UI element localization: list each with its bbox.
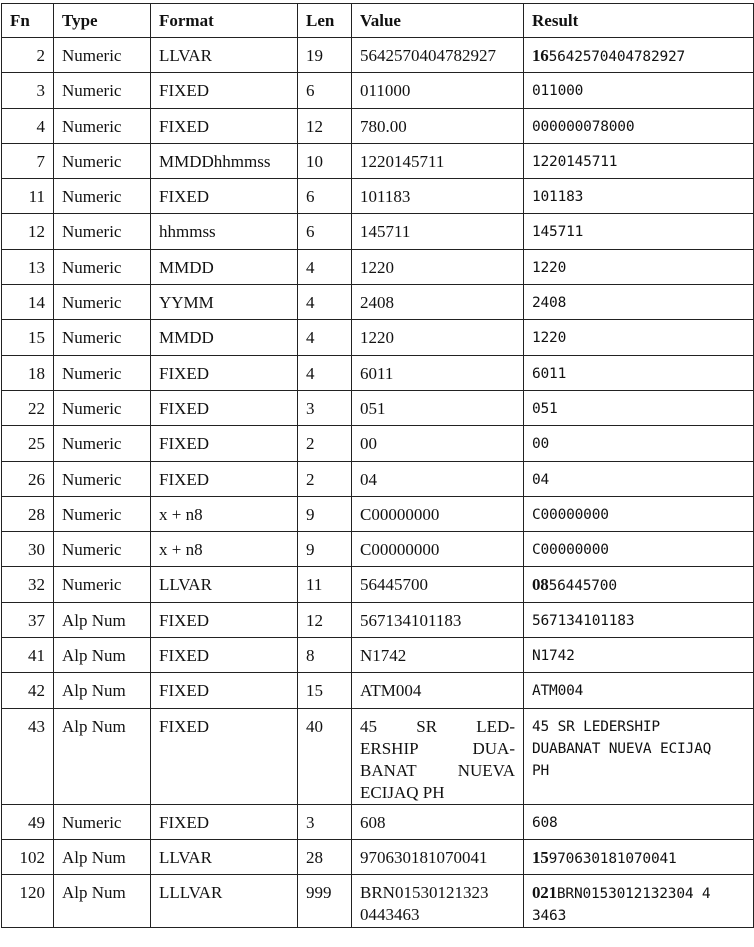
cell-fn: 7 [2,143,54,178]
table-row [2,320,754,355]
cell-value: 101183 [352,179,524,214]
cell-type: Numeric [54,214,151,249]
cell-value: 608 [352,804,524,839]
cell-result [524,355,754,390]
cell-len: 40 [298,708,352,804]
cell-result [524,214,754,249]
cell-fn: 18 [2,355,54,390]
cell-format: FIXED [151,390,298,425]
cell-format: FIXED [151,638,298,673]
result-value: 970630181070041 [548,850,677,867]
cell-type: Numeric [54,249,151,284]
cell-len: 15 [298,673,352,708]
cell-value: 56445700 [352,567,524,602]
result-value: 145711 [532,224,584,241]
result-value: 101183 [532,189,584,206]
cell-len: 3 [298,804,352,839]
cell-type: Numeric [54,285,151,320]
cell-value [352,875,524,928]
cell-value: 00 [352,426,524,461]
cell-result [524,708,754,804]
table-row [2,839,754,874]
cell-fn: 120 [2,875,54,928]
cell-len: 4 [298,320,352,355]
cell-type: Numeric [54,108,151,143]
cell-result [524,875,754,928]
result-value: 5642570404782927 [548,49,686,65]
table-row [2,355,754,390]
table-row [2,73,754,108]
cell-value [352,708,524,804]
cell-format: LLVAR [151,567,298,602]
cell-fn: 42 [2,673,54,708]
result-value: 000000078000 [532,118,635,135]
cell-len: 6 [298,73,352,108]
cell-result [524,532,754,567]
table-row [2,673,754,708]
table-row [2,875,754,928]
table-row [2,249,754,284]
cell-format: FIXED [151,355,298,390]
table-row [2,143,754,178]
cell-type: Numeric [54,567,151,602]
value-line: BANAT NUEVA [360,760,515,780]
cell-result [524,73,754,108]
result-value: 011000 [532,83,584,100]
cell-result [524,673,754,708]
cell-value: 04 [352,461,524,496]
cell-format: FIXED [151,108,298,143]
cell-len: 4 [298,355,352,390]
cell-len: 4 [298,249,352,284]
table-row [2,426,754,461]
cell-fn: 43 [2,708,54,804]
cell-len: 12 [298,108,352,143]
table-row [2,708,754,804]
header-value: Value [352,4,524,38]
cell-format: FIXED [151,461,298,496]
cell-len: 11 [298,567,352,602]
cell-value: ATM004 [352,673,524,708]
cell-value: 567134101183 [352,602,524,637]
value-line: 0443463 [360,905,420,925]
table-row [2,214,754,249]
cell-result [524,285,754,320]
result-value: 56445700 [548,578,617,595]
cell-value: 970630181070041 [352,839,524,874]
cell-result [524,143,754,178]
result-line: 3463 [532,908,567,925]
cell-format: MMDD [151,320,298,355]
result-value: 1220145711 [532,153,618,170]
table-body [2,38,754,928]
cell-fn: 37 [2,602,54,637]
cell-len: 9 [298,496,352,531]
result-value: 1220 [532,330,567,347]
result-line: 45 SR LEDERSHIP [532,718,660,735]
cell-fn: 11 [2,179,54,214]
cell-type: Numeric [54,461,151,496]
table-row [2,532,754,567]
cell-format: MMDDhhmmss [151,143,298,178]
header-type: Type [54,4,151,38]
cell-type: Numeric [54,532,151,567]
cell-value: 1220 [352,249,524,284]
cell-fn: 32 [2,567,54,602]
cell-fn: 30 [2,532,54,567]
table-row [2,804,754,839]
cell-format: FIXED [151,426,298,461]
cell-len: 6 [298,179,352,214]
cell-type: Alp Num [54,602,151,637]
cell-format: LLVAR [151,38,298,73]
cell-result [524,320,754,355]
length-prefix: 021 [532,883,557,903]
cell-value: 1220 [352,320,524,355]
header-row [2,4,754,38]
cell-type: Alp Num [54,673,151,708]
cell-result [524,567,754,602]
cell-len: 2 [298,426,352,461]
cell-fn: 22 [2,390,54,425]
cell-value: 051 [352,390,524,425]
result-value: 6011 [532,365,567,382]
result-value: ATM004 [532,683,584,700]
cell-type: Alp Num [54,708,151,804]
cell-format: LLLVAR [151,875,298,928]
cell-type: Numeric [54,426,151,461]
cell-fn: 26 [2,461,54,496]
cell-result [524,638,754,673]
result-value: 04 [532,471,550,488]
result-value: 2408 [532,295,567,312]
cell-len: 12 [298,602,352,637]
result-line: BRN0153012132304 4 [556,886,711,903]
result-value: 608 [532,814,558,831]
result-value: N1742 [532,648,575,665]
value-line: 45 SR LED- [360,716,515,736]
length-prefix: 08 [532,575,549,595]
cell-result [524,108,754,143]
cell-format: LLVAR [151,839,298,874]
cell-len: 4 [298,285,352,320]
value-line: BRN01530121323 [360,883,489,903]
cell-len: 19 [298,38,352,73]
cell-type: Numeric [54,320,151,355]
result-line: PH [532,762,550,779]
cell-format: FIXED [151,73,298,108]
cell-result [524,38,754,73]
cell-result [524,839,754,874]
table-row [2,38,754,73]
cell-format: FIXED [151,179,298,214]
cell-len: 3 [298,390,352,425]
length-prefix: 16 [532,46,549,65]
cell-value: 145711 [352,214,524,249]
table-row [2,390,754,425]
cell-value: 2408 [352,285,524,320]
cell-result [524,496,754,531]
cell-result [524,461,754,496]
cell-len: 28 [298,839,352,874]
cell-format: hhmmss [151,214,298,249]
cell-format: FIXED [151,673,298,708]
result-value: 1220 [532,259,567,276]
cell-format: x + n8 [151,496,298,531]
cell-len: 2 [298,461,352,496]
result-value: C00000000 [532,542,609,559]
cell-fn: 2 [2,38,54,73]
table-row [2,567,754,602]
value-line: ERSHIP DUA- [360,738,515,758]
result-value: 567134101183 [532,612,635,629]
table-row [2,285,754,320]
cell-value: N1742 [352,638,524,673]
cell-type: Numeric [54,496,151,531]
cell-value: 1220145711 [352,143,524,178]
table-row [2,602,754,637]
cell-format: MMDD [151,249,298,284]
cell-format: YYMM [151,285,298,320]
cell-type: Numeric [54,355,151,390]
cell-format: FIXED [151,602,298,637]
cell-type: Numeric [54,38,151,73]
cell-fn: 41 [2,638,54,673]
header-len: Len [298,4,352,38]
table-row [2,638,754,673]
cell-value: 780.00 [352,108,524,143]
cell-type: Alp Num [54,839,151,874]
cell-result [524,249,754,284]
cell-format: x + n8 [151,532,298,567]
table-row [2,496,754,531]
result-line: DUABANAT NUEVA ECIJAQ [532,740,712,757]
cell-result [524,602,754,637]
cell-type: Numeric [54,390,151,425]
table-row [2,179,754,214]
value-line: ECIJAQ PH [360,782,445,802]
length-prefix: 15 [532,847,549,867]
cell-format: FIXED [151,804,298,839]
header-result: Result [524,4,754,38]
cell-type: Alp Num [54,875,151,928]
header-fn: Fn [2,4,54,38]
cell-result [524,390,754,425]
cell-len: 10 [298,143,352,178]
cell-fn: 4 [2,108,54,143]
cell-value: 011000 [352,73,524,108]
cell-fn: 102 [2,839,54,874]
table-row [2,461,754,496]
cell-value: C00000000 [352,532,524,567]
cell-type: Numeric [54,73,151,108]
cell-type: Alp Num [54,638,151,673]
result-value: 00 [532,436,550,453]
cell-result [524,804,754,839]
result-value: C00000000 [532,506,609,523]
iso8583-fields-table [1,3,754,928]
cell-type: Numeric [54,179,151,214]
cell-format: FIXED [151,708,298,804]
cell-len: 9 [298,532,352,567]
cell-value: 5642570404782927 [352,38,524,73]
cell-fn: 3 [2,73,54,108]
header-format: Format [151,4,298,38]
cell-fn: 15 [2,320,54,355]
cell-fn: 13 [2,249,54,284]
cell-value: 6011 [352,355,524,390]
cell-result [524,426,754,461]
cell-result [524,179,754,214]
cell-fn: 14 [2,285,54,320]
table-row [2,108,754,143]
cell-len: 999 [298,875,352,928]
cell-type: Numeric [54,804,151,839]
cell-len: 6 [298,214,352,249]
result-value: 051 [532,400,558,417]
cell-fn: 28 [2,496,54,531]
cell-type: Numeric [54,143,151,178]
cell-fn: 12 [2,214,54,249]
cell-fn: 49 [2,804,54,839]
cell-value: C00000000 [352,496,524,531]
cell-fn: 25 [2,426,54,461]
cell-len: 8 [298,638,352,673]
